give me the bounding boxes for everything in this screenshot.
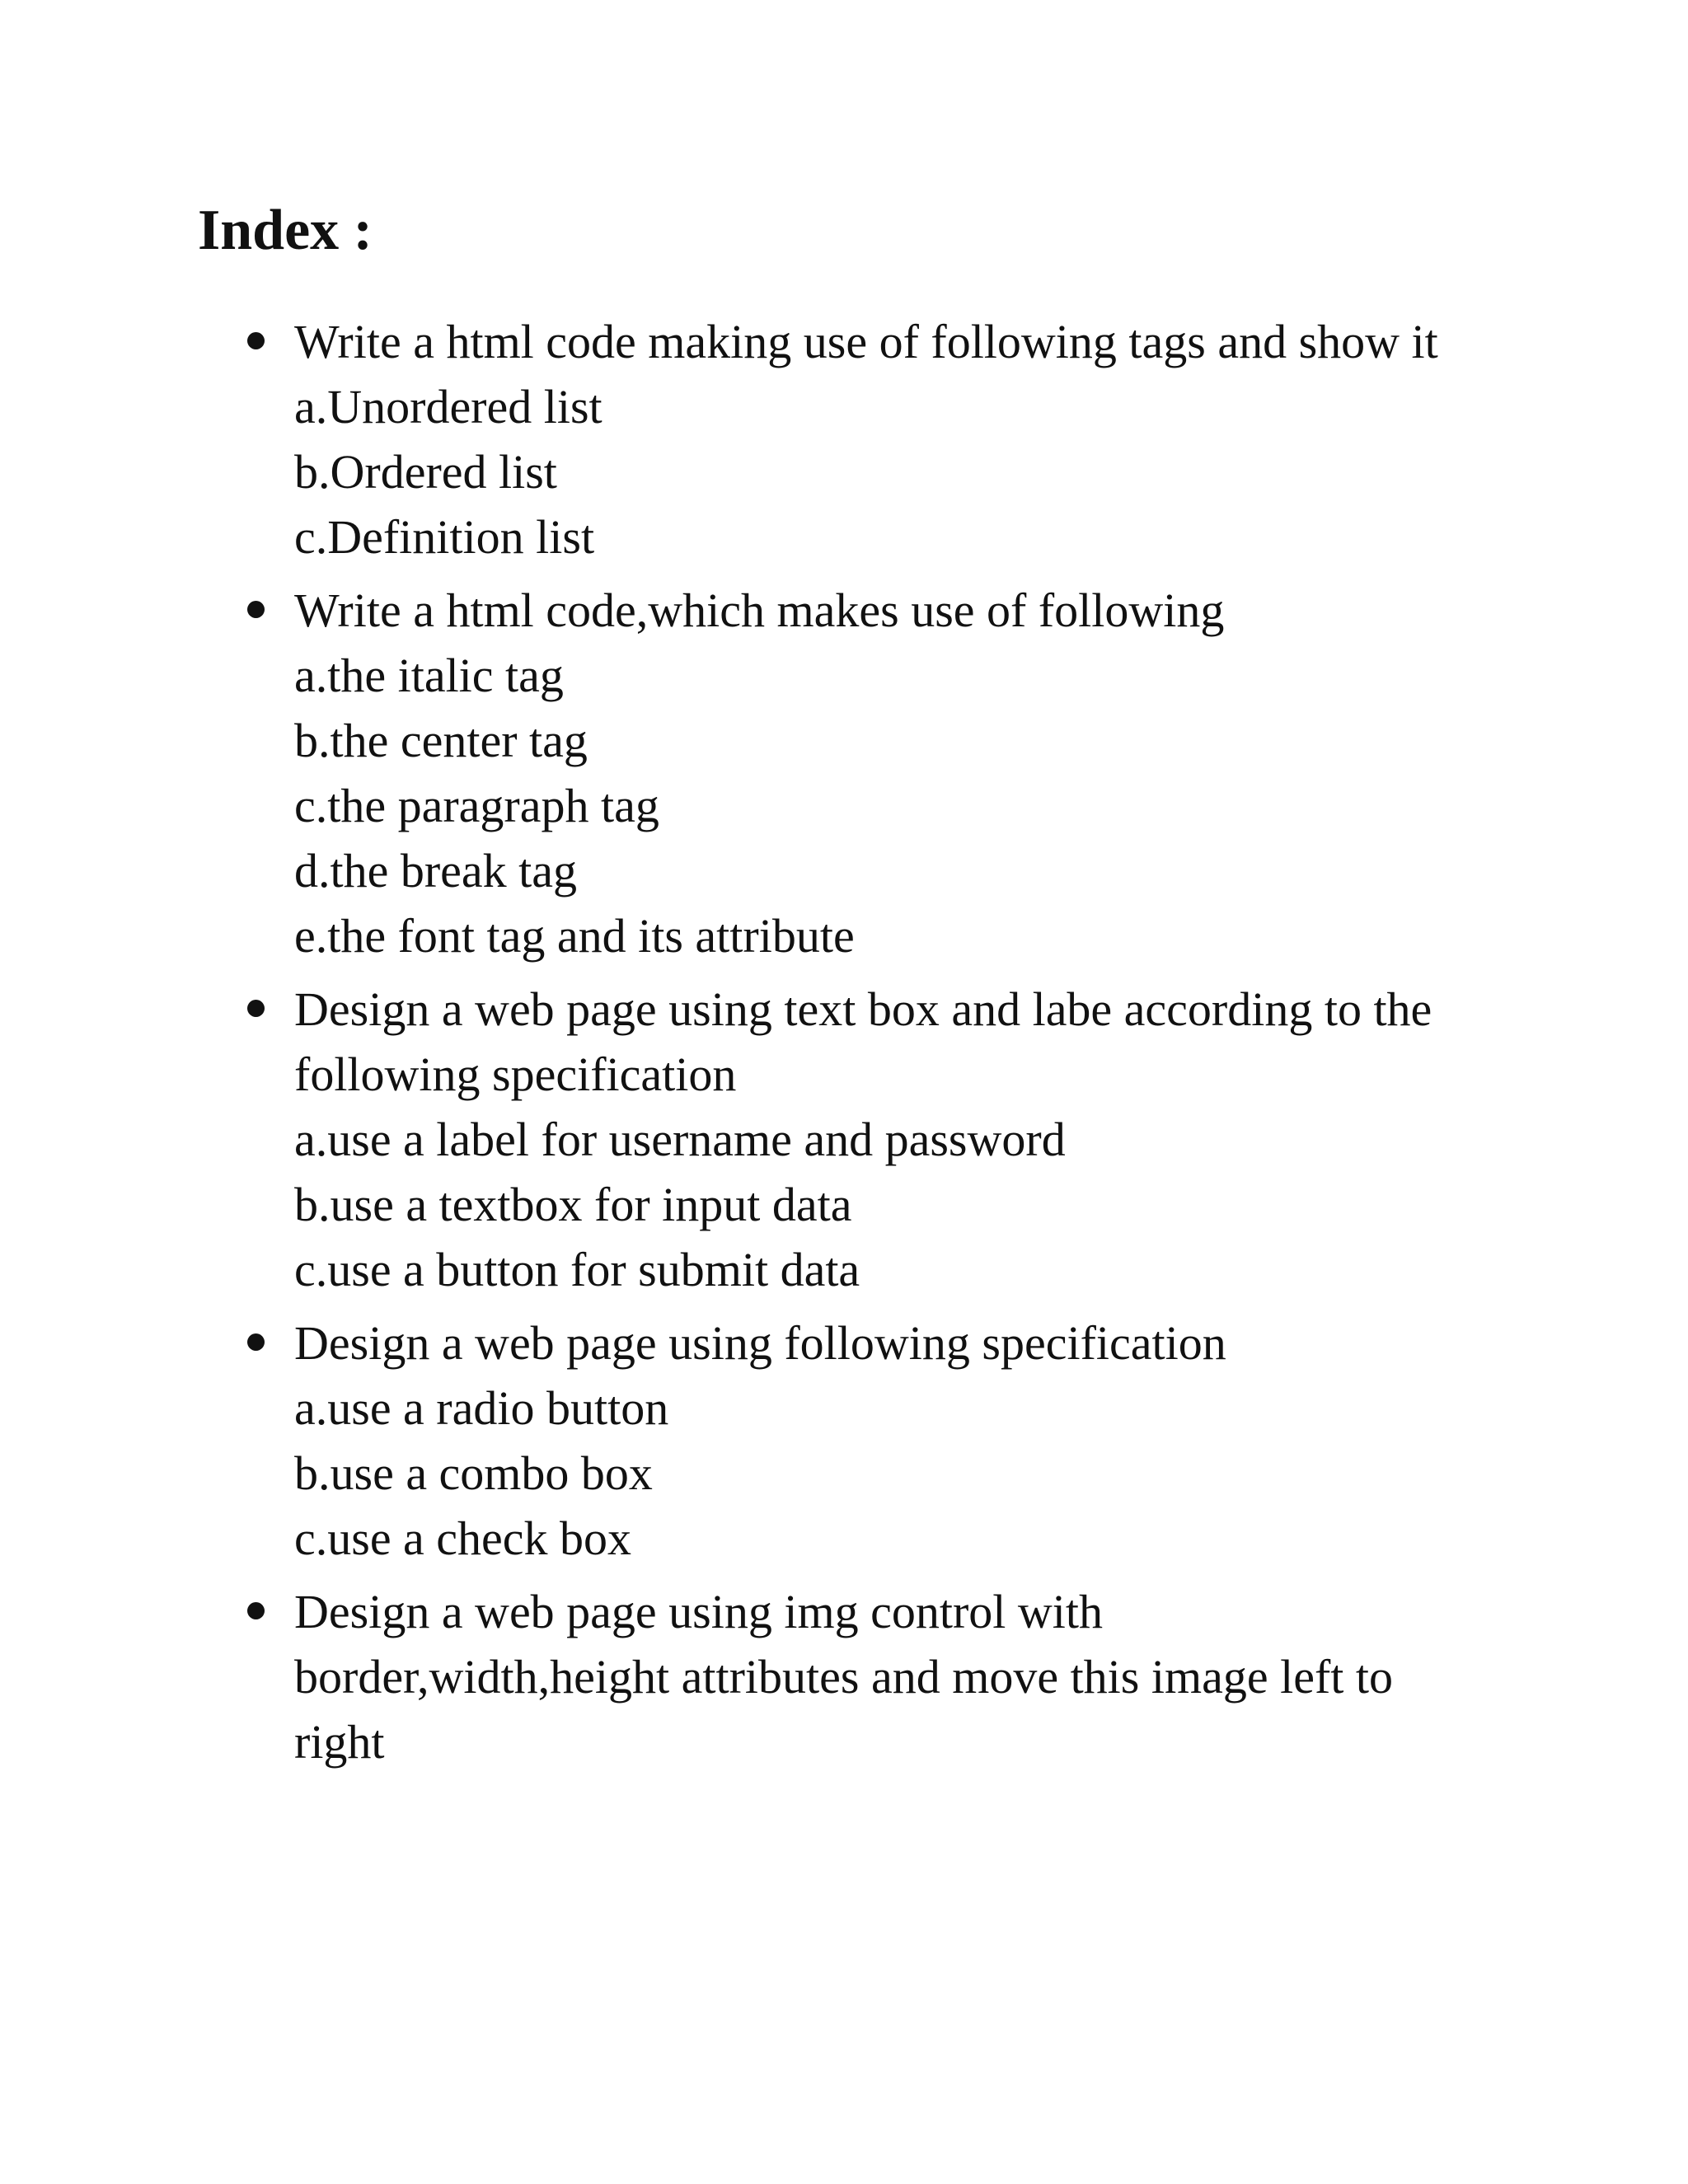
item-line: Design a web page using text box and labe according to the: [294, 982, 1432, 1036]
list-item: [0, 977, 1688, 1302]
item-line: b.use a combo box: [294, 1446, 653, 1500]
item-line: c.the paragraph tag: [294, 779, 659, 832]
item-line: e.the font tag and its attribute: [294, 909, 855, 963]
index-list: [0, 309, 1688, 1783]
item-line: Design a web page using img control with: [294, 1585, 1103, 1638]
list-item: [0, 1310, 1688, 1571]
bullet-icon: [247, 601, 265, 618]
item-line: c.use a check box: [294, 1511, 632, 1565]
item-line: b.Ordered list: [294, 445, 557, 499]
item-line: a.Unordered list: [294, 380, 603, 434]
item-line: right: [294, 1715, 385, 1769]
bullet-icon: [247, 1000, 265, 1017]
list-item: [0, 1579, 1688, 1774]
item-line: d.the break tag: [294, 844, 578, 898]
item-line: b.use a textbox for input data: [294, 1178, 852, 1231]
page-title: Index :: [198, 199, 373, 262]
item-line: a.use a radio button: [294, 1381, 669, 1435]
item-line: c.Definition list: [294, 510, 595, 564]
item-line: a.use a label for username and password: [294, 1113, 1066, 1166]
item-line: a.the italic tag: [294, 649, 564, 702]
item-line: Write a html code making use of following tags and show it: [294, 315, 1438, 368]
bullet-icon: [247, 1602, 265, 1619]
item-line: Write a html code,which makes use of following: [294, 583, 1225, 637]
bullet-icon: [247, 1333, 265, 1351]
item-line: border,width,height attributes and move this image left to: [294, 1650, 1393, 1704]
item-line: c.use a button for submit data: [294, 1243, 860, 1296]
bullet-icon: [247, 332, 265, 349]
item-line: b.the center tag: [294, 714, 588, 767]
list-item: [0, 309, 1688, 569]
list-item: [0, 578, 1688, 968]
item-line: Design a web page using following specification: [294, 1316, 1226, 1370]
item-line: following specification: [294, 1047, 737, 1101]
